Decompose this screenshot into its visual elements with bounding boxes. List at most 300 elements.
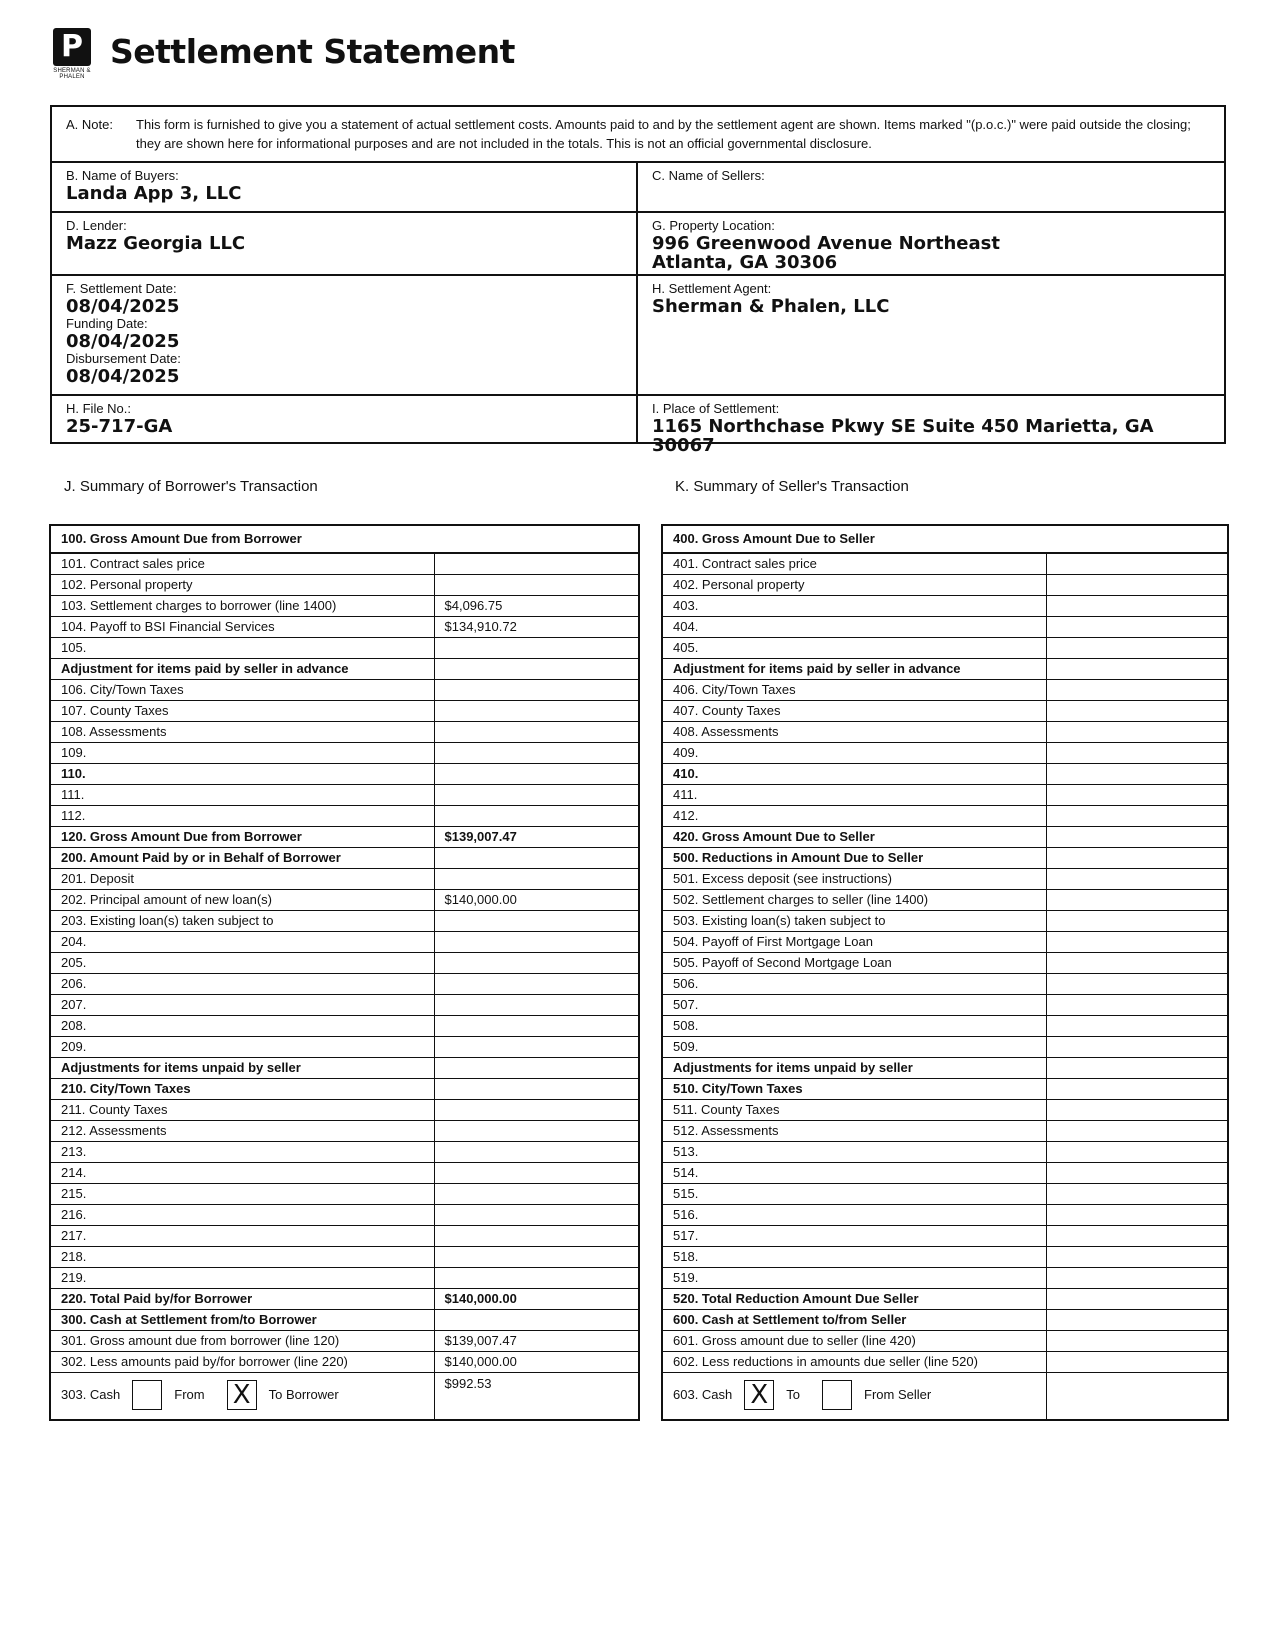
agent-value: Sherman & Phalen, LLC [652, 296, 890, 317]
cash-option-2-label: To Borrower [268, 1387, 339, 1402]
line-item-label: 412. [662, 806, 1046, 827]
line-item-amount [434, 659, 639, 680]
table-row [662, 596, 1228, 617]
line-item-amount [1046, 1268, 1228, 1289]
borrower-section-heading: J. Summary of Borrower's Transaction [64, 478, 318, 495]
table-row [662, 1163, 1228, 1184]
funding-date-label: Funding Date: [66, 316, 148, 331]
line-item-label: 402. Personal property [662, 575, 1046, 596]
line-item-label: 216. [50, 1205, 434, 1226]
table-row [662, 701, 1228, 722]
place-label: I. Place of Settlement: [652, 401, 780, 416]
table-row [50, 785, 639, 806]
line-item-label: 217. [50, 1226, 434, 1247]
table-row [662, 1352, 1228, 1373]
table-row [662, 638, 1228, 659]
table-row [662, 1058, 1228, 1079]
note-label: A. Note: [66, 117, 113, 132]
table-row [662, 1100, 1228, 1121]
line-item-label: 105. [50, 638, 434, 659]
seller-section-heading: K. Summary of Seller's Transaction [675, 478, 909, 495]
table-row [662, 764, 1228, 785]
cash-option-1-label: From [174, 1387, 205, 1402]
line-item-amount [1046, 1289, 1228, 1310]
sellers-cell [638, 163, 1224, 211]
agent-cell [638, 276, 1224, 394]
buyers-label: B. Name of Buyers: [66, 168, 179, 183]
line-item-amount [434, 1121, 639, 1142]
table-row [50, 575, 639, 596]
borrower-summary-table [49, 524, 640, 1421]
line-item-amount [434, 1268, 639, 1289]
table-row [662, 1226, 1228, 1247]
disbursement-date-value: 08/04/2025 [66, 366, 180, 387]
table-row [662, 1268, 1228, 1289]
line-item-amount [1046, 596, 1228, 617]
note-text: This form is furnished to give you a statement of actual settlement costs. Amounts paid to and by the settlement agent are shown. Items marked "(p.o.c.)" were paid outside the closing; they are shown here for informational purposes and are not included in the totals. This is not an official governmental disclosure. [136, 117, 1191, 151]
line-item-label: 407. County Taxes [662, 701, 1046, 722]
table-row [662, 806, 1228, 827]
table-row [662, 953, 1228, 974]
table-row [662, 869, 1228, 890]
line-item-label: 507. [662, 995, 1046, 1016]
line-item-label: 508. [662, 1016, 1046, 1037]
info-row-dates [52, 276, 1224, 396]
line-item-amount [434, 1310, 639, 1331]
table-row [50, 1331, 639, 1352]
table-row [50, 911, 639, 932]
cash-cell [662, 1373, 1046, 1421]
line-item-amount [1046, 974, 1228, 995]
line-item-label: 203. Existing loan(s) taken subject to [50, 911, 434, 932]
note-section [52, 107, 1224, 163]
settlement-date-label: F. Settlement Date: [66, 281, 177, 296]
line-item-amount [434, 1100, 639, 1121]
line-item-label: 518. [662, 1247, 1046, 1268]
table-row [662, 1016, 1228, 1037]
line-item-label: 215. [50, 1184, 434, 1205]
table-row [50, 1121, 639, 1142]
table-row [50, 1289, 639, 1310]
borrower-table-title: 100. Gross Amount Due from Borrower [50, 525, 639, 553]
line-item-amount [434, 1184, 639, 1205]
line-item-label: 519. [662, 1268, 1046, 1289]
line-item-amount [1046, 1037, 1228, 1058]
cash-amount-value [1057, 1373, 1218, 1376]
table-row [662, 1037, 1228, 1058]
table-row [50, 1142, 639, 1163]
line-item-label: 120. Gross Amount Due from Borrower [50, 827, 434, 848]
line-item-amount [1046, 848, 1228, 869]
line-item-label: 204. [50, 932, 434, 953]
table-row [662, 995, 1228, 1016]
line-item-amount [1046, 617, 1228, 638]
line-item-amount [1046, 1163, 1228, 1184]
table-row [50, 848, 639, 869]
cash-option-2-label: From Seller [864, 1387, 932, 1402]
line-item-label: 503. Existing loan(s) taken subject to [662, 911, 1046, 932]
line-item-amount [434, 806, 639, 827]
line-item-label: 218. [50, 1247, 434, 1268]
table-row [662, 722, 1228, 743]
table-row [50, 1079, 639, 1100]
line-item-label: 514. [662, 1163, 1046, 1184]
line-item-amount: $140,000.00 [434, 890, 639, 911]
cash-checkbox-1[interactable]: X [744, 1380, 774, 1410]
line-item-amount [1046, 743, 1228, 764]
line-item-label: Adjustments for items unpaid by seller [662, 1058, 1046, 1079]
line-item-amount [434, 911, 639, 932]
line-item-amount [1046, 911, 1228, 932]
line-item-amount [1046, 806, 1228, 827]
cash-line [61, 1373, 424, 1417]
table-row [50, 659, 639, 680]
table-row [662, 785, 1228, 806]
table-row [662, 890, 1228, 911]
line-item-amount: $139,007.47 [434, 1331, 639, 1352]
table-row [662, 1079, 1228, 1100]
line-item-label: 405. [662, 638, 1046, 659]
line-item-label: 505. Payoff of Second Mortgage Loan [662, 953, 1046, 974]
line-item-amount [1046, 638, 1228, 659]
table-row [50, 617, 639, 638]
table-row [50, 1037, 639, 1058]
company-logo [50, 28, 94, 80]
line-item-label: 516. [662, 1205, 1046, 1226]
table-row [50, 890, 639, 911]
file-value: 25-717-GA [66, 416, 173, 437]
line-item-amount [1046, 995, 1228, 1016]
line-item-label: 214. [50, 1163, 434, 1184]
line-item-label: 207. [50, 995, 434, 1016]
page-title: Settlement Statement [110, 32, 515, 71]
cash-label: 303. Cash [61, 1387, 121, 1402]
line-item-label: 108. Assessments [50, 722, 434, 743]
line-item-amount [434, 1226, 639, 1247]
line-item-amount [434, 553, 639, 575]
line-item-label: Adjustment for items paid by seller in advance [50, 659, 434, 680]
line-item-amount [1046, 680, 1228, 701]
line-item-label: 411. [662, 785, 1046, 806]
line-item-amount [434, 995, 639, 1016]
line-item-label: 212. Assessments [50, 1121, 434, 1142]
lender-value: Mazz Georgia LLC [66, 233, 246, 254]
line-item-amount [434, 1247, 639, 1268]
seller-table-title-row [662, 525, 1228, 553]
table-row [50, 827, 639, 848]
line-item-label: 213. [50, 1142, 434, 1163]
line-item-amount [434, 1205, 639, 1226]
line-item-amount [1046, 1142, 1228, 1163]
line-item-label: 210. City/Town Taxes [50, 1079, 434, 1100]
line-item-label: 106. City/Town Taxes [50, 680, 434, 701]
table-row [50, 932, 639, 953]
line-item-label: 103. Settlement charges to borrower (line 1400) [50, 596, 434, 617]
line-item-amount [1046, 1352, 1228, 1373]
line-item-amount [434, 743, 639, 764]
line-item-amount [434, 785, 639, 806]
line-item-label: 504. Payoff of First Mortgage Loan [662, 932, 1046, 953]
line-item-amount [1046, 1016, 1228, 1037]
table-row [662, 575, 1228, 596]
line-item-label: 403. [662, 596, 1046, 617]
line-item-label: 404. [662, 617, 1046, 638]
line-item-amount [434, 1016, 639, 1037]
line-item-amount [1046, 1247, 1228, 1268]
line-item-label: 219. [50, 1268, 434, 1289]
table-row [662, 974, 1228, 995]
line-item-label: 502. Settlement charges to seller (line 1400) [662, 890, 1046, 911]
disbursement-date-label: Disbursement Date: [66, 351, 181, 366]
line-item-label: 112. [50, 806, 434, 827]
line-item-label: 501. Excess deposit (see instructions) [662, 869, 1046, 890]
line-item-label: Adjustments for items unpaid by seller [50, 1058, 434, 1079]
line-item-amount [434, 638, 639, 659]
line-item-amount [1046, 701, 1228, 722]
line-item-amount [434, 974, 639, 995]
line-item-amount [1046, 659, 1228, 680]
line-item-amount [1046, 1100, 1228, 1121]
line-item-label: 410. [662, 764, 1046, 785]
line-item-label: 110. [50, 764, 434, 785]
cash-checkbox-2[interactable]: X [227, 1380, 257, 1410]
line-item-label: 515. [662, 1184, 1046, 1205]
line-item-amount [1046, 932, 1228, 953]
settlement-date-value: 08/04/2025 [66, 296, 180, 317]
line-item-label: 600. Cash at Settlement to/from Seller [662, 1310, 1046, 1331]
line-item-amount [434, 1163, 639, 1184]
line-item-amount [434, 869, 639, 890]
cash-checkbox-1[interactable] [132, 1380, 162, 1410]
cash-row [662, 1373, 1228, 1421]
table-row [662, 827, 1228, 848]
logo-mark-icon: P [53, 28, 91, 66]
file-label: H. File No.: [66, 401, 132, 416]
line-item-amount [434, 1079, 639, 1100]
table-row [50, 553, 639, 575]
line-item-amount [434, 1142, 639, 1163]
line-item-label: 506. [662, 974, 1046, 995]
line-item-amount [1046, 764, 1228, 785]
line-item-label: 420. Gross Amount Due to Seller [662, 827, 1046, 848]
line-item-label: 202. Principal amount of new loan(s) [50, 890, 434, 911]
dates-cell [52, 276, 638, 394]
cash-row [50, 1373, 639, 1421]
line-item-amount: $134,910.72 [434, 617, 639, 638]
table-row [662, 553, 1228, 575]
table-row [50, 1016, 639, 1037]
table-row [662, 1184, 1228, 1205]
line-item-label: 406. City/Town Taxes [662, 680, 1046, 701]
line-item-label: 102. Personal property [50, 575, 434, 596]
agent-label: H. Settlement Agent: [652, 281, 772, 296]
cash-amount [434, 1373, 639, 1421]
line-item-amount [434, 848, 639, 869]
line-item-label: Adjustment for items paid by seller in advance [662, 659, 1046, 680]
property-line2: Atlanta, GA 30306 [652, 252, 838, 273]
line-item-label: 104. Payoff to BSI Financial Services [50, 617, 434, 638]
seller-table-title: 400. Gross Amount Due to Seller [662, 525, 1228, 553]
table-row [662, 1121, 1228, 1142]
line-item-label: 509. [662, 1037, 1046, 1058]
line-item-amount [434, 701, 639, 722]
line-item-label: 208. [50, 1016, 434, 1037]
cash-checkbox-2[interactable] [822, 1380, 852, 1410]
table-row [50, 1163, 639, 1184]
cash-option-1-label: To [786, 1387, 800, 1402]
line-item-amount [1046, 553, 1228, 575]
buyers-value: Landa App 3, LLC [66, 183, 242, 204]
line-item-label: 220. Total Paid by/for Borrower [50, 1289, 434, 1310]
line-item-amount [1046, 890, 1228, 911]
cash-cell [50, 1373, 434, 1421]
line-item-label: 409. [662, 743, 1046, 764]
line-item-amount [1046, 722, 1228, 743]
table-row [50, 764, 639, 785]
table-row [662, 1331, 1228, 1352]
line-item-amount [1046, 1058, 1228, 1079]
table-row [50, 1310, 639, 1331]
table-row [50, 743, 639, 764]
property-label: G. Property Location: [652, 218, 775, 233]
line-item-label: 107. County Taxes [50, 701, 434, 722]
line-item-amount [1046, 827, 1228, 848]
table-row [50, 1058, 639, 1079]
line-item-label: 513. [662, 1142, 1046, 1163]
line-item-amount [434, 575, 639, 596]
table-row [50, 680, 639, 701]
line-item-amount: $4,096.75 [434, 596, 639, 617]
line-item-label: 511. County Taxes [662, 1100, 1046, 1121]
line-item-amount [434, 764, 639, 785]
line-item-amount: $139,007.47 [434, 827, 639, 848]
line-item-label: 109. [50, 743, 434, 764]
line-item-label: 205. [50, 953, 434, 974]
info-row-file [52, 396, 1224, 456]
table-row [662, 1142, 1228, 1163]
line-item-amount [1046, 953, 1228, 974]
statement-info-box [50, 105, 1226, 456]
table-row [662, 1310, 1228, 1331]
table-row [50, 701, 639, 722]
table-row [50, 596, 639, 617]
line-item-amount [1046, 1121, 1228, 1142]
line-item-label: 517. [662, 1226, 1046, 1247]
line-item-amount [1046, 1205, 1228, 1226]
line-item-label: 601. Gross amount due to seller (line 420) [662, 1331, 1046, 1352]
line-item-amount [1046, 785, 1228, 806]
table-row [662, 743, 1228, 764]
table-row [50, 1226, 639, 1247]
table-row [50, 1184, 639, 1205]
line-item-amount [1046, 869, 1228, 890]
line-item-amount: $140,000.00 [434, 1289, 639, 1310]
line-item-amount [1046, 1310, 1228, 1331]
line-item-label: 200. Amount Paid by or in Behalf of Borrower [50, 848, 434, 869]
table-row [50, 722, 639, 743]
table-row [662, 932, 1228, 953]
table-row [662, 617, 1228, 638]
line-item-amount [434, 953, 639, 974]
table-row [50, 1352, 639, 1373]
table-row [50, 995, 639, 1016]
funding-date-value: 08/04/2025 [66, 331, 180, 352]
table-row [50, 869, 639, 890]
line-item-amount [1046, 1331, 1228, 1352]
line-item-amount [1046, 575, 1228, 596]
line-item-amount [1046, 1184, 1228, 1205]
line-item-label: 101. Contract sales price [50, 553, 434, 575]
line-item-amount [434, 680, 639, 701]
sellers-label: C. Name of Sellers: [652, 168, 765, 183]
table-row [50, 1247, 639, 1268]
seller-summary-table [661, 524, 1229, 1421]
cash-amount [1046, 1373, 1228, 1421]
table-row [662, 659, 1228, 680]
lender-cell [52, 213, 638, 274]
line-item-label: 211. County Taxes [50, 1100, 434, 1121]
line-item-label: 301. Gross amount due from borrower (line 120) [50, 1331, 434, 1352]
place-value: 1165 Northchase Pkwy SE Suite 450 Marietta, GA 30067 [652, 416, 1154, 456]
table-row [662, 680, 1228, 701]
line-item-label: 206. [50, 974, 434, 995]
line-item-amount [434, 1058, 639, 1079]
line-item-label: 512. Assessments [662, 1121, 1046, 1142]
table-row [50, 1100, 639, 1121]
table-row [662, 1289, 1228, 1310]
table-row [50, 638, 639, 659]
line-item-amount [434, 722, 639, 743]
table-row [50, 974, 639, 995]
line-item-label: 209. [50, 1037, 434, 1058]
file-cell [52, 396, 638, 442]
line-item-amount [434, 932, 639, 953]
place-cell [638, 396, 1224, 456]
line-item-label: 111. [50, 785, 434, 806]
borrower-table-title-row [50, 525, 639, 553]
line-item-label: 401. Contract sales price [662, 553, 1046, 575]
line-item-label: 520. Total Reduction Amount Due Seller [662, 1289, 1046, 1310]
line-item-label: 302. Less amounts paid by/for borrower (line 220) [50, 1352, 434, 1373]
buyers-cell [52, 163, 638, 211]
line-item-label: 602. Less reductions in amounts due seller (line 520) [662, 1352, 1046, 1373]
table-row [662, 911, 1228, 932]
table-row [50, 1205, 639, 1226]
line-item-label: 510. City/Town Taxes [662, 1079, 1046, 1100]
line-item-label: 300. Cash at Settlement from/to Borrower [50, 1310, 434, 1331]
lender-label: D. Lender: [66, 218, 127, 233]
property-line1: 996 Greenwood Avenue Northeast [652, 233, 1000, 254]
line-item-amount: $140,000.00 [434, 1352, 639, 1373]
table-row [50, 806, 639, 827]
cash-line [673, 1373, 1036, 1417]
cash-amount-value: $992.53 [444, 1376, 492, 1391]
property-cell [638, 213, 1224, 274]
line-item-label: 408. Assessments [662, 722, 1046, 743]
line-item-amount [1046, 1079, 1228, 1100]
info-row-names [52, 163, 1224, 213]
line-item-amount [1046, 1226, 1228, 1247]
table-row [50, 953, 639, 974]
table-row [662, 1205, 1228, 1226]
table-row [662, 1247, 1228, 1268]
table-row [662, 848, 1228, 869]
line-item-label: 201. Deposit [50, 869, 434, 890]
info-row-lender [52, 213, 1224, 276]
table-row [50, 1268, 639, 1289]
line-item-label: 500. Reductions in Amount Due to Seller [662, 848, 1046, 869]
line-item-amount [434, 1037, 639, 1058]
